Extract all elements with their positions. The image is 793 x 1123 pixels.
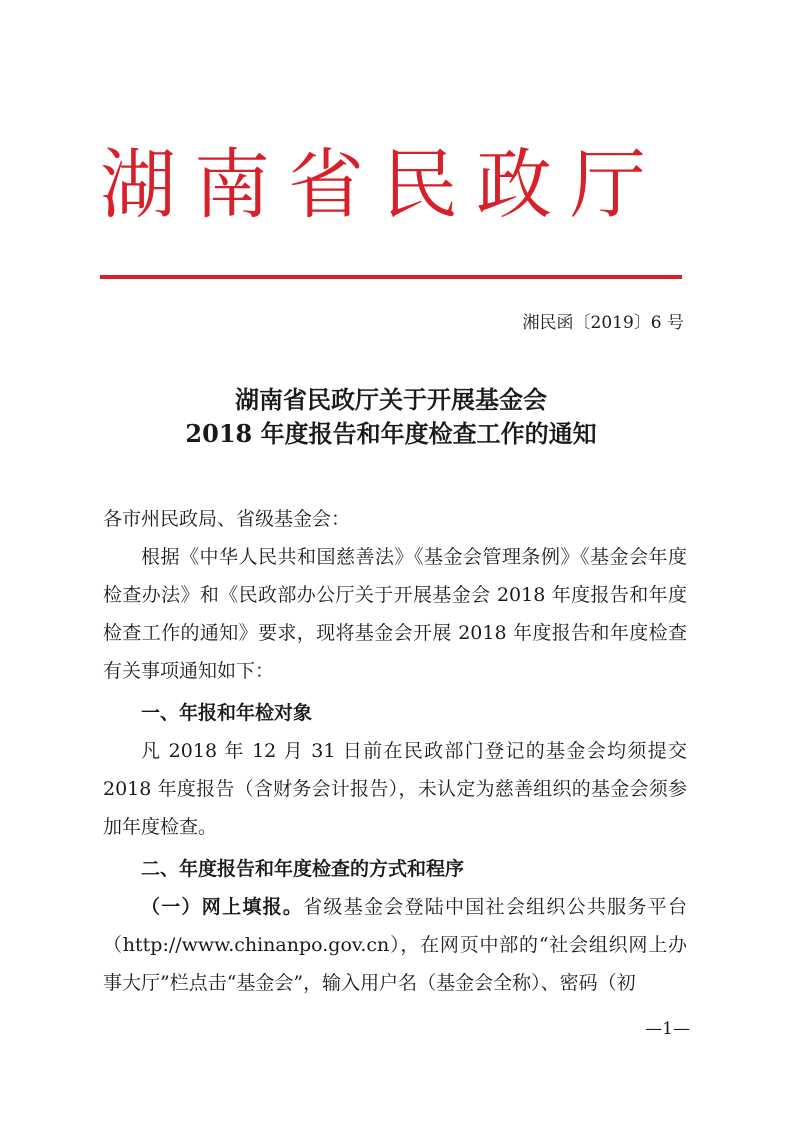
agency-letterhead: 湖南省民政厅: [100, 140, 664, 229]
section2-sub1-text: 省级基金会登陆中国社会组织公共服务平台（http://www.chinanpo.gov.cn），在网页中部的“社会组织网上办事大厅”栏点击“基金会”，输入用户名（基金会全称）、密码（初: [103, 896, 687, 994]
section1-paragraph: 凡 2018 年 12 月 31 日前在民政部门登记的基金会均须提交 2018 年度报告（含财务会计报告），未认定为慈善组织的基金会须参加年度检查。: [103, 740, 687, 838]
section1-heading: [103, 694, 687, 732]
title-line-2: 2018 年度报告和年度检查工作的通知: [185, 419, 597, 448]
document-title: [100, 383, 682, 451]
page-number: —1—: [645, 1019, 690, 1039]
section2-heading: [103, 850, 687, 888]
title-line-1: 湖南省民政厅关于开展基金会: [235, 385, 547, 414]
section2-heading-text: 二、年度报告和年度检查的方式和程序: [141, 858, 465, 880]
document-number: 湘民函〔2019〕6 号: [522, 313, 684, 333]
section2-sub1-paragraph: [103, 888, 687, 1002]
section1-heading-text: 一、年报和年检对象: [141, 702, 313, 724]
red-divider-line: [100, 275, 682, 279]
intro-paragraph: 根据《中华人民共和国慈善法》《基金会管理条例》《基金会年度检查办法》和《民政部办公厅关于开展基金会 2018 年度报告和年度检查工作的通知》要求，现将基金会开展 2018 年度报告和年度检查有关事项通知如下：: [103, 546, 687, 682]
salutation: 各市州民政局、省级基金会：: [103, 508, 351, 530]
section2-sub1-label: （一）网上填报。: [141, 896, 304, 918]
